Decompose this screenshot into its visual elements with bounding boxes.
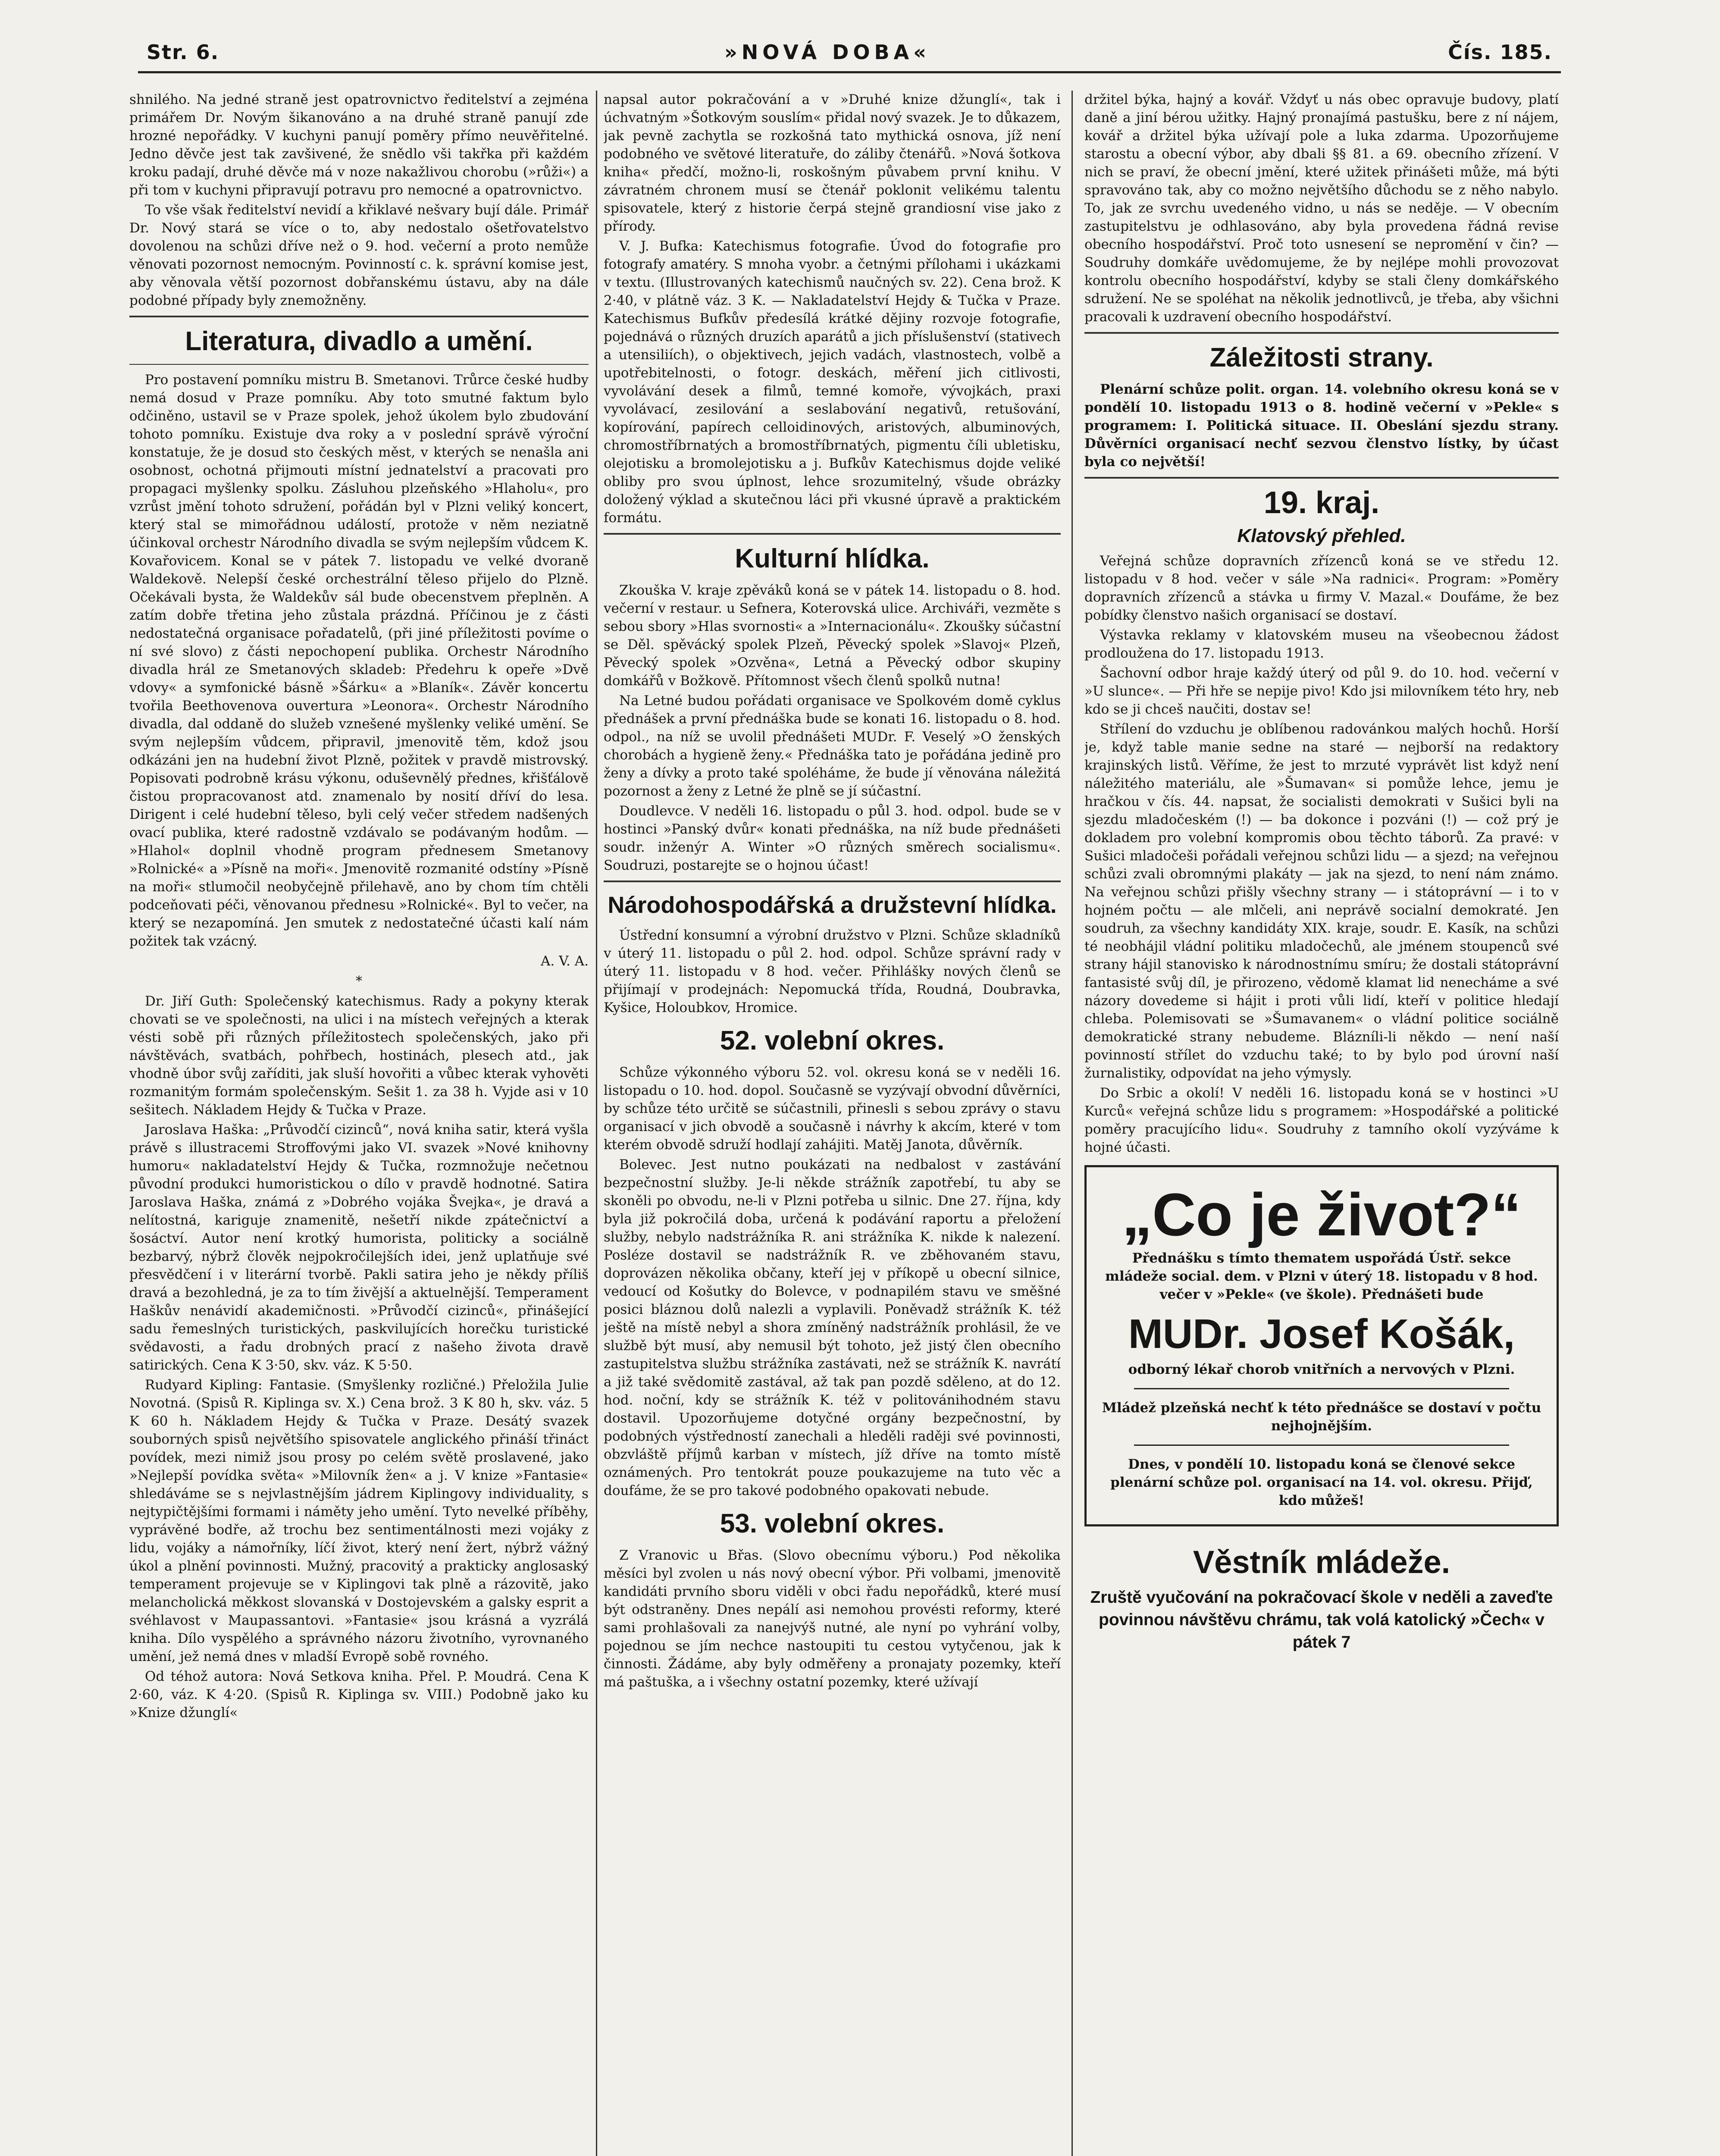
page-header (138, 30, 1561, 72)
ad-divider (1134, 1445, 1509, 1446)
article-text: Bolevec. Jest nutno poukázati na nedbalost v zastávání bezpečnostní služby. Je-li někde strážník zapotřebí, tu aby se skoněli po obvodu, ne-li v Plzni potřeba u silnic. Dne 27. října, kdy byla již pokročilá doba, určená k podávání raportu a přeložení služby, nebylo nadstrážníka R. ani strážníka K. nikde k nalezení. Posléze dostavil se nadstrážník R. ve zběhovaném stavu, doprovázen několika občany, kteří jej v příkopě u obecní silnice, vedoucí od Košutky do Bolevce, v podnapilém stavu ve směšné posici bláznou dolů nalezli a vyplavili. Poněvadž strážník K. též ještě na místě nebyl a shora zmíněný nadstrážník prohlásil, že ve službě být musí, aby nemusil být tohoto, jež jistý člen obecního zastupitelstva službu strážníka zastávati, než se strážník K. navrátí a již také svědomitě zastával, až tak pan pozdě sděleno, at do 12. hod. noční, kdy se strážník K. též v politovánihodném stavu dostavil. Upozorňujeme dotyčné orgány bezpečnostní, by podobných výstředností zanechali a hleděli raději své povinnosti, obzvláště příjmů karban v místech, jíž dříve na tomto místě oznámených. Pro tentokrát pouze poukazujeme na tuto věc a doufáme, že se pro takové podobného opakovati nebude. (604, 1157, 1061, 1498)
article-text: Pro postavení pomníku mistru B. Smetanovi. Trůrce české hudby nemá dosud v Praze pomníku. Aby toto smutné faktum bylo odčiněno, ustavil se v Praze spolek, jehož úkolem bylo zbudování tohoto pomníku. Existuje dva roky a v poslední správě výroční konstatuje, že je dosud sto českých měst, v kterých se nenašla ani osobnost, ochotná přijmouti místní jednatelství a pracovati pro propagaci myšlenky spolku. Zásluhou plzeňského »Hlaholu«, pro vzrůst jmění tohoto sdružení, pořádán byl v Plzni veliký koncert, který stal se mimořádnou událostí, protože v něm neziatně účinkoval orchestr Národního divadla se svým nejlepším vůdcem K. Kovařovicem. Konal se v pátek 7. listopadu ve velké dvoraně Waldekově. Nelepší české orchestrální těleso přijelo do Plzně. Očekávali bysta, že Waldekův sál bude obecenstvem přeplněn. A zatím dobře třetina jeho zůstala prázdná. Příčinou je z části nedostatečná organisace pořadatelů, (při jiné příležitosti povíme o ní své slovo) z části nepochopení publika. Orchestr Národního divadla hrál ze Smetanových skladeb: Předehru k opeře »Dvě vdovy« a symfonické básně »Šárku« a »Blaník«. Závěr koncertu tvořila Beethovenova ouvertura »Leonora«. Orchestr Národního divadla, dal oddaně do služeb vznešené myšlenky veliké umění. Se svým nejlepším vůdcem, připravil, jmenovitě těm, kdož jsou odkázáni jen na hudební život Plzně, požitek v pravdě mistrovský. Popisovati podrobně krásu výkonu, oduševnělý přednes, křišťálově čistou propracovanost atd. znamenalo by nosití dříví do lesa. Dirigent i celé hudební těleso, byli celý večer středem nadšených ovací publika, které radostně vzdávalo se podávaným hodům. — »Hlahol« doplnil vhodně program přednesem Smetanovy »Rolnické« a »Písně na moři«. Jmenovitě rozmanité odstíny »Písně na moři« stlumočil neobyčejně přilehavě, ano by chom tím chtěli podceňovati péči, věnovanou přednesu »Rolnické«. Byl to večer, na který se nezapomíná. Jen smutek z nedostatečné účasti kalí nám požitek tak vzácný. (129, 372, 589, 949)
column-rule-2 (1071, 91, 1073, 2156)
article-text: napsal autor pokračování a v »Druhé knize džunglí«, tak i úchvatným »Šotkovým souslím« přidal nový svazek. Je to důkazem, jak pevně zachytla se rozkošná tato mythická osnova, jíž není podobného ve světové literatuře, do záliby čtenářů. »Nová šotkova kniha« předčí, možno-li, roskošným půvabem první knihu. V závratném chronem musí se čtenář poklonit velikému talentu spisovatele, který z historie čerpá stejně grandiosní vise jako z přírody. (604, 92, 1061, 234)
section-heading-vestnik: Věstník mládeže. (1193, 1544, 1451, 1580)
section-heading-zalezitosti: Záležitosti strany. (1209, 343, 1434, 373)
article-text: Na Letné budou pořádati organisace ve Spolkovém domě cyklus přednášek a první přednáška bude se konati 16. listopadu o 8. hod. odpol., na níž se uvolil přednášeti MUDr. F. Veselý »O ženských chorobách a hygieně ženy.« Přednáška tato je pořádána jedině pro ženy a dívky a proto také spoléháme, že bude jí věnována náležitá pozornost a ženy z Letné že plně se jí súčastní. (604, 693, 1061, 799)
section-heading-19-kraj: 19. kraj. (1263, 486, 1380, 520)
article-text: Střílení do vzduchu je oblíbenou radovánkou malých hochů. Horší je, když table manie sedne na staré — nejborší na redaktory krajinských listů. Věříme, že jest to mrzuté vyprávět list když není náležitého materiálu, ale »Šumavan« si pomůže lehce, jemu je hračkou v čís. 44. napsat, že socialisti demokrati v Sušici byli na sjezdu mladočeském (!) — ba dokonce i pozváni (!) — což prý je dokladem pro volební kompromis obou těchto táborů. Za pravé: v Sušici mladočeši pořádali veřejnou schůzi lidu — a sjezd; na veřejnou schůzi zvali obromnými plakáty — jak na sjezd, to není nám známo. Na veřejnou schůzi přišly všechny strany — i státoprávní — i to v hojném počtu — ale mlčeli, ani neprávě socialní demokraté. Jen soudruh, za všechny kandidáty XIX. kraje, soudr. E. Kasík, na schůzi té neobhájil vládní politiku mladočechů, ale jménem stoupenců své strany hájil stanovisko k národnostnímu smíru; že dostali státoprávní fantasisté svůj díl, je přirozeno, vědomě klamat lid nenecháme a své názory dovedeme si hájit i proti vůli lidí, kteří v politice hledají chleba. Polemisovati se »Šumavanem« o vládní politice sociálně demokratické strany nebudeme. Blázníli-li někdo — není naší povinností střílet do vzduchu také; to by bylo pod úrovní naší žurnalistiky, odpovídat na jeho výmysly. (1084, 721, 1559, 1081)
article-text: Doudlevce. V neděli 16. listopadu o půl 3. hod. odpol. bude se v hostinci »Panský dvůr« konati přednáška, na níž bude přednášeti soudr. inženýr A. Winter »O různých směrech socialismu«. Soudruzi, postarejte se o hojnou účast! (604, 803, 1061, 873)
ad-text: odborný lékař chorob vnitřních a nervových v Plzni. (1128, 1362, 1515, 1377)
section-divider (604, 533, 1061, 535)
article-text: shnilého. Na jedné straně jest opatrovnictvo ředitelství a zejména primářem Dr. Novým šikanováno a na druhé straně panují zde hrozné nepořádky. V kuchyni panují poměry přímo neuvěřitelné. Jedno děvče jest tak zavšivené, že snědlo vši takřka při každém kroku padají, druhé děvče má v noze nakažlivou chorobu (»růži«) a při tom v kuchyni připravují potravu pro nemocné a opatrovnictvo. (129, 92, 589, 198)
ad-speaker-name: MUDr. Josef Košák, (1128, 1311, 1515, 1357)
section-heading-52-okres: 52. volební okres. (720, 1026, 945, 1056)
article-text: Jaroslava Haška: „Průvodčí cizinců“, nová kniha satir, která vyšla právě s illustracemi Stroffovými jako VI. svazek »Nové knihovny humoru« nakladatelství Hejdy & Tučka, rozmnožuje nečetnou původní produkci humoristickou o dílo v pravdě hodnotné. Satira Jaroslava Haška, známá z »Dobrého vojáka Švejka«, je dravá a nelítostná, kariguje znamenitě, nešetří nikde zpátečnictví a šosáctví. Autor není krotký humorista, politicky a sociálně bezbarvý, nýbrž člověk nejpokročilejších idei, jenž uplatňuje své přesvědčení i v literární tvorbě. Pakli satira jeho je někdy příliš dravá a bezohledná, je za to tím živější a aktuelnější. Temperament Haškův nenávidí akademičnosti. »Průvodčí cizinců«, přinášející sadu řemeslných turistických, paskvilujících horečku turistické svědavosti, a řadu drobných prací z našeho života dravě satirických. Cena K 3·50, skv. váz. K 5·50. (129, 1122, 589, 1373)
article-text: Dr. Jiří Guth: Společenský katechismus. Rady a pokyny kterak chovati se ve společnosti, na ulici i na místech veřejných a kterak vésti sobě při různých příležitostech společenských, jako při návštěvách, svatbách, pohřbech, hostinách, plesech atd., jak vhodně úbor svůj zaříditi, jak sluší hovořiti a vůbec kterak vyhověti rozmanitým formám společenským. Sešit 1. za 38 h. Vyjde asi v 10 sešitech. Nákladem Hejdy & Tučka v Praze. (129, 993, 589, 1118)
article-text: V. J. Bufka: Katechismus fotografie. Úvod do fotografie pro fotografy amatéry. S mnoha vyobr. a četnými přílohami i ukázkami v textu. (Illustrovaných katechismů naučných sv. 22). Cena brož. K 2·40, v plátně váz. 3 K. — Nakladatelství Hejdy & Tučka v Praze. Katechismus Bufkův předesílá krátké dějiny rozvoje fotografie, pojednává o různých druzích aparátů a jich příslušenství (stativech a utensiliích), o objektivech, jejich vadách, vlastnostech, volbě a upotřebitelnosti, o fotogr. deskách, měření jich citlivosti, vyvolávání desek a filmů, temné komoře, vývojkách, praxi vyvolávací, zesilování a seslabování negativů, retušování, kopírování, papírech celloidinových, aristových, albuminových, chromostříbrnatých a bromostříbrnatých, pigmentu číli ubletisku, olejotisku a bromolejotisku a j. Bufkův Katechismus dojde veliké obliby pro svou úplnost, lehce srozumitelný, všude obrázky doložený výklad a skutečnou láci při vkusné úpravě a praktickém formátu. (604, 238, 1061, 526)
masthead-title: »NOVÁ DOBA« (724, 41, 930, 64)
ad-text: Dnes, v pondělí 10. listopadu koná se členové sekce plenární schůze pol. organisací na 14. vol. okresu. Přijď, kdo můžeš! (1110, 1457, 1533, 1508)
section-heading-literatura: Literatura, divadlo a umění. (185, 326, 533, 356)
column-2 (604, 91, 1061, 2156)
section-divider (604, 881, 1061, 882)
section-divider (129, 316, 589, 317)
header-rule (138, 71, 1561, 73)
section-divider (129, 364, 589, 365)
article-text: Rudyard Kipling: Fantasie. (Smyšlenky rozličné.) Přeložila Julie Novotná. (Spisů R. Kiplinga sv. X.) Cena brož. 3 K 80 h, skv. váz. 5 K 60 h. Nákladem Hejdy & Tučka v Praze. Desátý svazek souborných spisů největšího spisovatele anglického přináší třináct povídek, mezi nimiž jsou prosy po celém světě proslavené, jako »Nejlepší povídka světa« »Milovník žen« a j. V knize »Fantasie« shledáváme se s nejvlastnějším jádrem Kiplingovy individuality, s nejtypičtějšími formami i náměty jeho umění. Tyto nevelké příběhy, vyprávěné bodře, až trochu bez sentimentálnosti mezi vojáky z lidu, vojáky a námořníky, líčí život, který není žert, nýbrž vážný úkol a plnění povinnosti. Mužný, pracovitý a prakticky anglosaský temperament projevuje se v Kiplingovi tak plně a rázovitě, jako melancholická měkkost slovanská v Dostojevském a galsky esprit a svéhlavost v Maupassantovi. »Fantasie« jsou krásná a vyzrálá kniha. Dílo vyspělého a správného názoru životního, vyrovnaného umění, jež nemá dnes v mladší Evropě sobě rovného. (129, 1377, 589, 1664)
column-rule-1 (596, 91, 597, 2156)
ad-text: Mládež plzeňská nechť k této přednášce se dostaví v počtu nejhojnějším. (1102, 1400, 1541, 1434)
column-3 (1084, 91, 1559, 2156)
separator-star: * (356, 974, 362, 989)
subheading-klatovsky: Klatovský přehled. (1237, 525, 1406, 546)
article-text: Plenární schůze polit. organ. 14. volebního okresu koná se v pondělí 10. listopadu 1913 o 8. hodině večerní v »Pekle« s programem: I. Politická situace. II. Obeslání sjezdu strany. Důvěrníci organisací nechť sezvou členstvo lístky, by účast byla co největší! (1084, 382, 1559, 470)
ad-divider (1134, 1388, 1509, 1389)
article-text: Z Vranovic u Břas. (Slovo obecnímu výboru.) Pod několika měsíci byl zvolen u nás nový obecní výbor. Při volbami, jmenovitě kandidáti prvního sboru viděli v obci řadu nepořádků, které musí být odstraněny. Dnes nepálí asi nemohou provésti reformy, které sami prohlašovali za nanejvýš nutné, ale nyní po vyhrání volby, pojednou se jím nechce nastoupiti tu cestou vytyčenou, jak k činnosti. Žádáme, aby byly odměřeny a pronajaty pozemky, kteří má paštuška, a i všechny ostatní pozemky, které užívají (604, 1548, 1061, 1690)
section-heading-narodohospodarska: Národohospodářská a družstevní hlídka. (608, 892, 1057, 918)
section-heading-53-okres: 53. volební okres. (720, 1509, 945, 1539)
article-text: Ústřední konsumní a výrobní družstvo v Plzni. Schůze skladníků v úterý 11. listopadu o půl 2. hod. odpol. Schůze správní rady v úterý 11. listopadu v 8 hod. večer. Přihlášky nových členů se přijímají v prodejnách: Nepomucká třída, Roudná, Doubravka, Kyšice, Holoubkov, Hromice. (604, 928, 1061, 1015)
article-text: Schůze výkonného výboru 52. vol. okresu koná se v neděli 16. listopadu o 10. hod. dopol. Současně se vyzývají obvodní důvěrníci, by schůze této určitě se súčastnili, přinesli s sebou zprávy o stavu organisací v jich obvodě a současně i návrhy k akcím, které v tom kterém obvodě sdruží hodlají zahájiti. Matěj Janota, důvěrník. (604, 1065, 1061, 1153)
article-signature: A. V. A. (540, 953, 589, 969)
issue-number: Čís. 185. (1448, 41, 1552, 64)
article-text: Od téhož autora: Nová Setkova kniha. Přel. P. Moudrá. Cena K 2·60, váz. K 4·20. (Spisů R. Kiplinga sv. VIII.) Podobně jako ku »Knize džunglí« (129, 1669, 589, 1720)
article-text: držitel býka, hajný a kovář. Vždyť u nás obec opravuje budovy, platí daně a jiní bérou užitky. Hajný pronajímá pastušku, bere z ní nájem, kovář a držitel býka užívají pole a luka zdarma. Upozorňujeme starostu a obecní výbor, aby dbali §§ 81. a 69. obecního zřízení. V nich se praví, že obecní jmění, které užitek přinášeti může, má býti spravováno tak, aby co možno největšího důchodu se z něho nabylo. To, jak ze svrchu uvedeného vidno, u nás se neděje. — V obecním zastupitelstvu je odhlasováno, aby byla provedena řádná revise obecního hospodářství. Proč toto usnesení se nepromění v čin? — Soudruhy domkáře uvědomujeme, že by nejlépe mohli provozovat kontrolu obecního hospodářství, kdyby se stali členy domkářského sdružení. Ne se spoléhat na několik jednotlivců, je třeba, aby všichni pracovali k uzdravení obecního hospodářství. (1084, 92, 1559, 325)
article-text: Šachovní odbor hraje každý úterý od půl 9. do 10. hod. večerní v »U slunce«. — Při hře se nepije pivo! Kdo jsi milovníkem této hry, neb kdo se ji chceš naučiti, dostav se! (1084, 665, 1559, 717)
section-heading-kulturni: Kulturní hlídka. (735, 544, 930, 573)
article-text: Zkouška V. kraje zpěváků koná se v pátek 14. listopadu o 8. hod. večerní v restaur. u Sefnera, Koterovská ulice. Archiváři, vezměte s sebou sbory »Hlas svornosti« a »Internacionálu«. Zkoušky súčastní se Děl. spěvácký spolek Plzeň, Pěvecký spolek »Slavoj« Plzeň, Pěvecký spolek »Ozvěna«, Letná a Pěvecký odbor skupiny domkářů v Božkově. Přítomnost všech členů spolků nutna! (604, 583, 1061, 689)
article-text: Zruště vyučování na pokračovací škole v neděli a zaveďte povinnou návštěvu chrámu, tak volá katolický »Čech« v pátek 7 (1090, 1588, 1553, 1651)
section-divider (1084, 332, 1559, 334)
ad-title: „Co je život?“ (1122, 1181, 1521, 1248)
ad-text: Přednášku s tímto thematem uspořádá Ústř. sekce mládeže social. dem. v Plzni v úterý 18. listopadu v 8 hod. večer v »Pekle« (ve škole). Přednášeti bude (1105, 1250, 1538, 1302)
section-divider (1084, 477, 1559, 479)
article-text: Veřejná schůze dopravních zřízenců koná se ve středu 12. listopadu v 8 hod. večer v sále »Na radnici«. Program: »Poměry dopravních zřízenců a stávka u firmy V. Mazal.« Doufáme, že bez pobídky členstvo našich organisací se dostaví. (1084, 553, 1559, 623)
advertisement-box (1084, 1165, 1559, 1526)
article-text: Do Srbic a okolí! V neděli 16. listopadu koná se v hostinci »U Kurců« veřejná schůze lidu s programem: »Hospodářské a politické poměry pracujícího lidu«. Soudruhy z tamního okolí vyzýváme k hojné účasti. (1084, 1085, 1559, 1155)
article-text: Výstavka reklamy v klatovském museu na všeobecnou žádost prodloužena do 17. listopadu 1913. (1084, 627, 1559, 661)
article-text: To vše však ředitelství nevidí a křiklavé nešvary bují dále. Primář Dr. Nový stará se více o to, aby nedostalo ošetřovatelstvo dovolenou na schůzi dříve než o 9. hod. večerní a proto nemůže věnovati pozornost nemocným. Povinností c. k. správní komise jest, aby věnovala větší pozornost dobřanskému ústavu, aby na dále podobné případy byly znemožněny. (129, 202, 589, 308)
column-1 (129, 91, 589, 2156)
page-number: Str. 6. (147, 41, 219, 64)
